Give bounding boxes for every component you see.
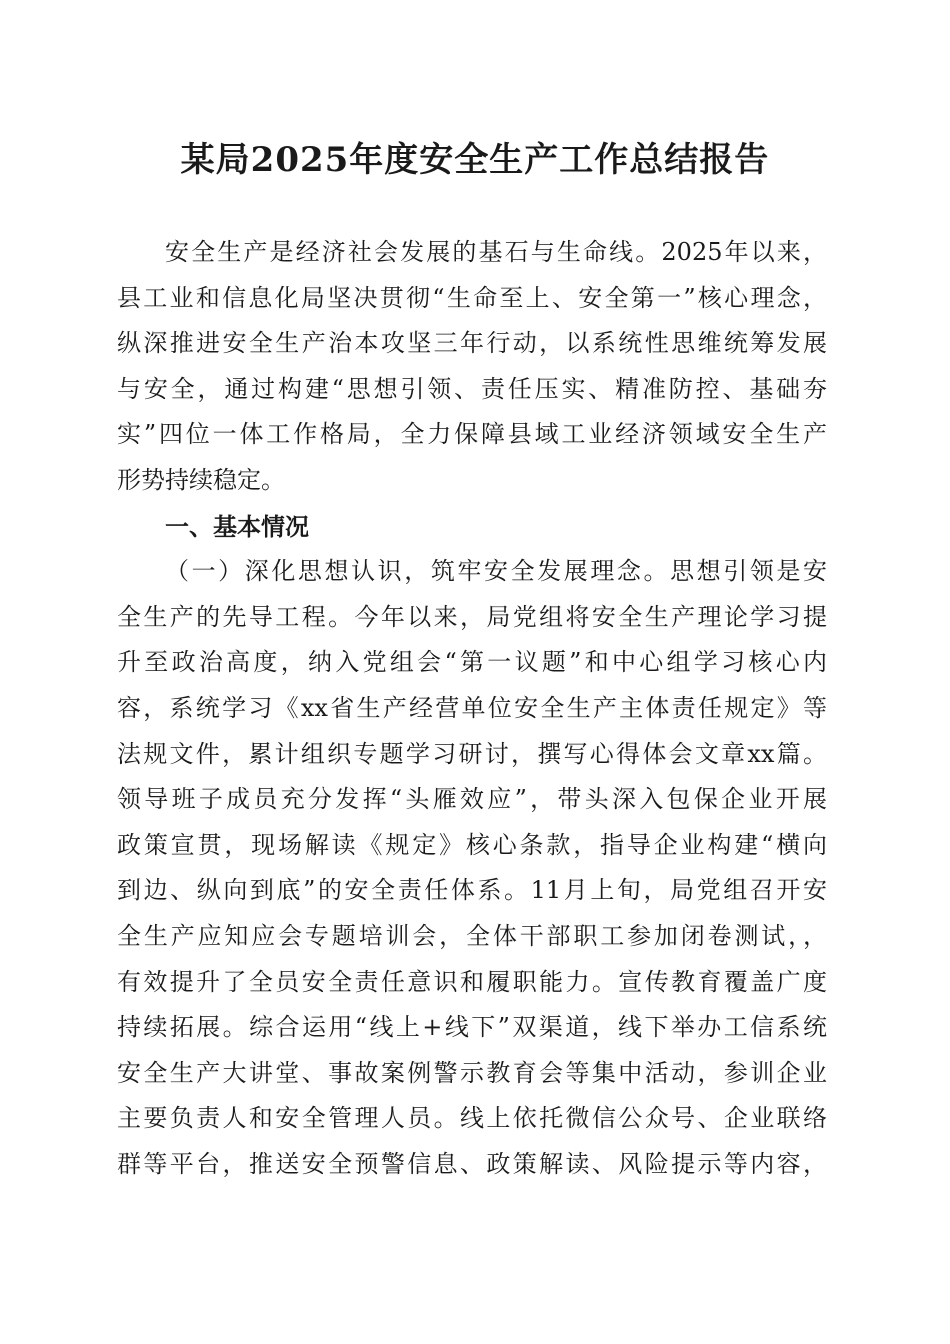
subsection-line: 群等平台，推送安全预警信息、政策解读、风险提示等内容， (117, 1149, 827, 1178)
subsection-line: 容，系统学习《xx省生产经营单位安全生产主体责任规定》等 (117, 693, 827, 722)
document-body (117, 230, 827, 1187)
intro-line: 与安全，通过构建“思想引领、责任压实、精准防控、基础夯 (117, 374, 827, 403)
subsection-line: （一）深化思想认识，筑牢安全发展理念。思想引领是安 (165, 557, 827, 586)
subsection-line: 法规文件，累计组织专题学习研讨，撰写心得体会文章xx篇。 (117, 739, 827, 768)
subsection-line: 到边、纵向到底”的安全责任体系。11月上旬，局党组召开安 (117, 876, 827, 905)
intro-line: 实”四位一体工作格局，全力保障县域工业经济领域安全生产 (117, 420, 827, 449)
subsection-line: 领导班子成员充分发挥“头雁效应”，带头深入包保企业开展 (117, 785, 827, 814)
subsection-line: 持续拓展。综合运用“线上+线下”双渠道，线下举办工信系统 (117, 1013, 827, 1042)
section-heading: 一、基本情况 (165, 511, 309, 541)
intro-line: 安全生产是经济社会发展的基石与生命线。2025年以来， (165, 238, 827, 266)
subsection-line: 全生产应知应会专题培训会，全体干部职工参加闭卷测试，， (117, 921, 827, 950)
subsection-line: 安全生产大讲堂、事故案例警示教育会等集中活动，参训企业 (117, 1058, 827, 1087)
intro-line: 县工业和信息化局坚决贯彻“生命至上、安全第一”核心理念， (117, 283, 827, 312)
subsection-line: 政策宣贯，现场解读《规定》核心条款，指导企业构建“横向 (117, 830, 827, 859)
subsection-line: 升至政治高度，纳入党组会“第一议题”和中心组学习核心内 (117, 648, 827, 677)
intro-line: 形势持续稳定。 (117, 465, 285, 494)
subsection-line: 主要负责人和安全管理人员。线上依托微信公众号、企业联络 (117, 1104, 827, 1133)
document-title: 某局2025年度安全生产工作总结报告 (180, 140, 770, 180)
subsection-line: 有效提升了全员安全责任意识和履职能力。宣传教育覆盖广度 (117, 967, 827, 996)
intro-line: 纵深推进安全生产治本攻坚三年行动，以系统性思维统筹发展 (117, 329, 827, 358)
subsection-line: 全生产的先导工程。今年以来，局党组将安全生产理论学习提 (117, 602, 827, 631)
